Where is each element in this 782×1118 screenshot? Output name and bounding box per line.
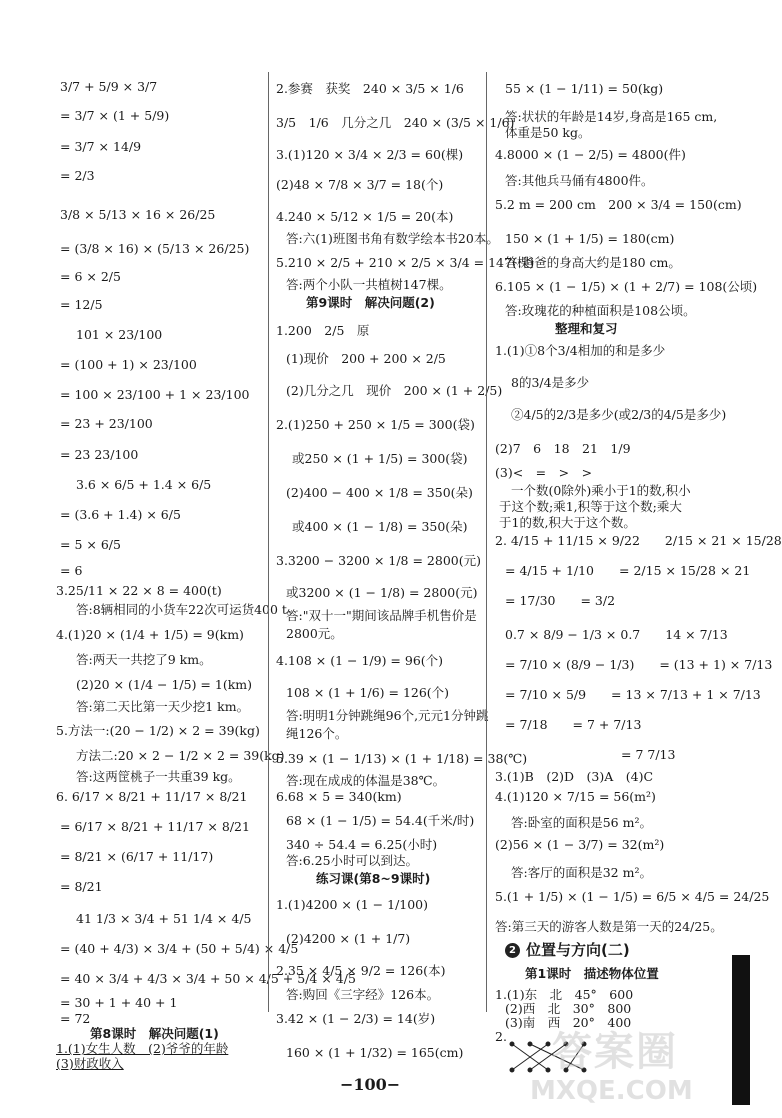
line: 答:卧室的面积是56 m²。 [511, 815, 652, 830]
line: 2.参赛 获奖 240 × 3/5 × 1/6 [276, 81, 464, 96]
line: = 23 + 23/100 [60, 416, 153, 431]
line: 答:第二天比第一天少挖1 km。 [76, 699, 250, 714]
line: 8的3/4是多少 [511, 375, 590, 390]
line: = 8/21 [60, 879, 103, 894]
lesson-heading: 第8课时 解决问题(1) [90, 1026, 219, 1041]
line: 4.108 × (1 − 1/9) = 96(个) [276, 653, 444, 668]
line: 1.(1)东 北 45° 600 [495, 987, 634, 1002]
watermark-bottom: MXQE.COM [530, 1076, 693, 1106]
line: 68 × (1 − 1/5) = 54.4(千米/时) [286, 813, 475, 828]
line: 41 1/3 × 3/4 + 51 1/4 × 4/5 [76, 911, 252, 926]
line: = 6 [60, 563, 83, 578]
line: = (3.6 + 1.4) × 6/5 [60, 507, 181, 522]
line: 2800元。 [286, 626, 343, 641]
line: = 7/18 = 7 + 7/13 [505, 717, 642, 732]
line: 答:明明1分钟跳绳96个,元元1分钟跳 [286, 708, 489, 723]
line: 答:客厅的面积是32 m²。 [511, 865, 652, 880]
line: (2)西 北 30° 800 [505, 1001, 632, 1016]
line: 答:爸爸的身高大约是180 cm。 [505, 255, 681, 270]
line: (3)财政收入 [56, 1056, 124, 1071]
line: 6. 6/17 × 8/21 + 11/17 × 8/21 [56, 789, 248, 804]
line: 6.68 × 5 = 340(km) [276, 789, 402, 804]
line: = 4/15 + 1/10 = 2/15 × 15/28 × 21 [505, 563, 751, 578]
line: 3.6 × 6/5 + 1.4 × 6/5 [76, 477, 212, 492]
line: 3/8 × 5/13 × 16 × 26/25 [60, 207, 216, 222]
line: 6.105 × (1 − 1/5) × (1 + 2/7) = 108(公顷) [495, 279, 758, 294]
line: = 7/10 × (8/9 − 1/3) = (13 + 1) × 7/13 [505, 657, 773, 672]
line: 答:现在成成的体温是38℃。 [286, 773, 446, 788]
line: = (100 + 1) × 23/100 [60, 357, 197, 372]
line: 3.(1)120 × 3/4 × 2/3 = 60(棵) [276, 147, 464, 162]
unit-title: 位置与方向(二) [526, 941, 630, 959]
line: 4.8000 × (1 − 2/5) = 4800(件) [495, 147, 686, 162]
line: 4.240 × 5/12 × 1/5 = 20(本) [276, 209, 454, 224]
line: 方法二:20 × 2 − 1/2 × 2 = 39(kg) [76, 748, 285, 763]
line: (3)< = > > [495, 465, 593, 480]
lesson-heading: 练习课(第8~9课时) [316, 871, 431, 886]
line: (2)7 6 18 21 1/9 [495, 441, 631, 456]
line: = 6 × 2/5 [60, 269, 121, 284]
line: (2)400 − 400 × 1/8 = 350(朵) [286, 485, 473, 500]
edge-strip [732, 955, 750, 1105]
line: 3/7 + 5/9 × 3/7 [60, 79, 158, 94]
line: 3.25/11 × 22 × 8 = 400(t) [56, 583, 222, 598]
line: 2. 4/15 + 11/15 × 9/22 2/15 × 21 × 15/28 [495, 533, 782, 548]
section-heading: 整理和复习 [555, 321, 618, 336]
page-number: −100− [340, 1075, 401, 1094]
line: 或3200 × (1 − 1/8) = 2800(元) [286, 585, 478, 600]
line: 0.7 × 8/9 − 1/3 × 0.7 14 × 7/13 [505, 627, 728, 642]
line: = 72 [60, 1011, 91, 1026]
line: = 100 × 23/100 + 1 × 23/100 [60, 387, 250, 402]
line: 答:状状的年龄是14岁,身高是165 cm, [505, 109, 718, 124]
line: (2)48 × 7/8 × 3/7 = 18(个) [276, 177, 444, 192]
line: 或400 × (1 − 1/8) = 350(朵) [292, 519, 468, 534]
lesson-heading: 第9课时 解决问题(2) [306, 295, 435, 310]
line: 绳126个。 [286, 726, 348, 741]
line: 340 ÷ 54.4 = 6.25(小时) [286, 837, 438, 852]
line: 一个数(0除外)乘小于1的数,积小 [511, 483, 691, 498]
line: = 17/30 = 3/2 [505, 593, 616, 608]
lesson-heading: 第1课时 描述物体位置 [525, 966, 659, 981]
line: 答:6.25小时可以到达。 [286, 853, 419, 868]
line: 答:这两筐桃子一共重39 kg。 [76, 769, 241, 784]
line: 答:两个小队一共植树147棵。 [286, 277, 452, 292]
line: = 7/10 × 5/9 = 13 × 7/13 + 1 × 7/13 [505, 687, 761, 702]
line: = (3/8 × 16) × (5/13 × 26/25) [60, 241, 250, 256]
line: 3.3200 − 3200 × 1/8 = 2800(元) [276, 553, 481, 568]
line: (2)几分之几 现价 200 × (1 + 2/5) [286, 383, 503, 398]
line: 体重是50 kg。 [505, 125, 591, 140]
line: 于1的数,积大于这个数。 [499, 515, 636, 530]
line: 101 × 23/100 [76, 327, 163, 342]
line: 1.(1)女生人数 (2)爷爷的年龄 [56, 1041, 229, 1056]
line: 3.(1)B (2)D (3)A (4)C [495, 769, 654, 784]
line: = 40 × 3/4 + 4/3 × 3/4 + 50 × 4/5 + 5/4 × 4/5 [60, 971, 356, 986]
line: 108 × (1 + 1/6) = 126(个) [286, 685, 450, 700]
column-divider [268, 72, 269, 1012]
line: 5.(1 + 1/5) × (1 − 1/5) = 6/5 × 4/5 = 24/25 [495, 889, 770, 904]
line: 答:其他兵马俑有4800件。 [505, 173, 654, 188]
line: 4.(1)120 × 7/15 = 56(m²) [495, 789, 656, 804]
line: (2)4200 × (1 + 1/7) [286, 931, 411, 946]
line: = 23 23/100 [60, 447, 139, 462]
line: 3/5 1/6 几分之几 240 × (3/5 × 1/6) [276, 115, 515, 130]
line: 或250 × (1 + 1/5) = 300(袋) [292, 451, 468, 466]
unit-number-badge: 2 [505, 943, 520, 958]
line: 5.2 m = 200 cm 200 × 3/4 = 150(cm) [495, 197, 742, 212]
line: 2.35 × 4/5 × 9/2 = 126(本) [276, 963, 446, 978]
line: (2)56 × (1 − 3/7) = 32(m²) [495, 837, 665, 852]
line: = 3/7 × (1 + 5/9) [60, 108, 170, 123]
line: 答:第三天的游客人数是第一天的24/25。 [495, 919, 723, 934]
line: 1.(1)①8个3/4相加的和是多少 [495, 343, 666, 358]
line: 1.(1)4200 × (1 − 1/100) [276, 897, 429, 912]
line: 150 × (1 + 1/5) = 180(cm) [505, 231, 675, 246]
line: 160 × (1 + 1/32) = 165(cm) [286, 1045, 464, 1060]
line: 答:"双十一"期间该品牌手机售价是 [286, 608, 477, 623]
line: 于这个数;乘1,积等于这个数;乘大 [499, 499, 682, 514]
line: (1)现价 200 + 200 × 2/5 [286, 351, 446, 366]
line: 2. [495, 1029, 507, 1044]
line: 答:8辆相同的小货车22次可运货400 t。 [76, 602, 300, 617]
line: = 6/17 × 8/21 + 11/17 × 8/21 [60, 819, 250, 834]
line: 1.200 2/5 原 [276, 323, 370, 338]
line: 55 × (1 − 1/11) = 50(kg) [505, 81, 664, 96]
line: 答:购回《三字经》126本。 [286, 987, 440, 1002]
line: ②4/5的2/3是多少(或2/3的4/5是多少) [511, 407, 727, 422]
line: = 8/21 × (6/17 + 11/17) [60, 849, 214, 864]
line: 答:两天一共挖了9 km。 [76, 652, 212, 667]
watermark-top: 答案圈 [552, 1029, 678, 1075]
line: 4.(1)20 × (1/4 + 1/5) = 9(km) [56, 627, 244, 642]
line: = 2/3 [60, 168, 95, 183]
line: = 3/7 × 14/9 [60, 139, 142, 154]
line: (3)南 西 20° 400 [505, 1015, 632, 1030]
line: = 30 + 1 + 40 + 1 [60, 995, 178, 1010]
watermark [522, 1020, 722, 1110]
line: = 7 7/13 [621, 747, 676, 762]
line: 3.42 × (1 − 2/3) = 14(岁) [276, 1011, 436, 1026]
unit-heading [505, 942, 630, 959]
column-divider [486, 72, 487, 1012]
line: 答:六(1)班图书角有数学绘本书20本。 [286, 231, 499, 246]
line: (2)20 × (1/4 − 1/5) = 1(km) [76, 677, 252, 692]
line: 答:玫瑰花的种植面积是108公顷。 [505, 303, 696, 318]
line: = 12/5 [60, 297, 103, 312]
line: 2.(1)250 + 250 × 1/5 = 300(袋) [276, 417, 475, 432]
line: 5.方法一:(20 − 1/2) × 2 = 39(kg) [56, 723, 260, 738]
line: 5.39 × (1 − 1/13) × (1 + 1/18) = 38(℃) [276, 751, 528, 766]
line: 5.210 × 2/5 + 210 × 2/5 × 3/4 = 147(棵) [276, 255, 535, 270]
line: = 5 × 6/5 [60, 537, 121, 552]
line: = (40 + 4/3) × 3/4 + (50 + 5/4) × 4/5 [60, 941, 299, 956]
